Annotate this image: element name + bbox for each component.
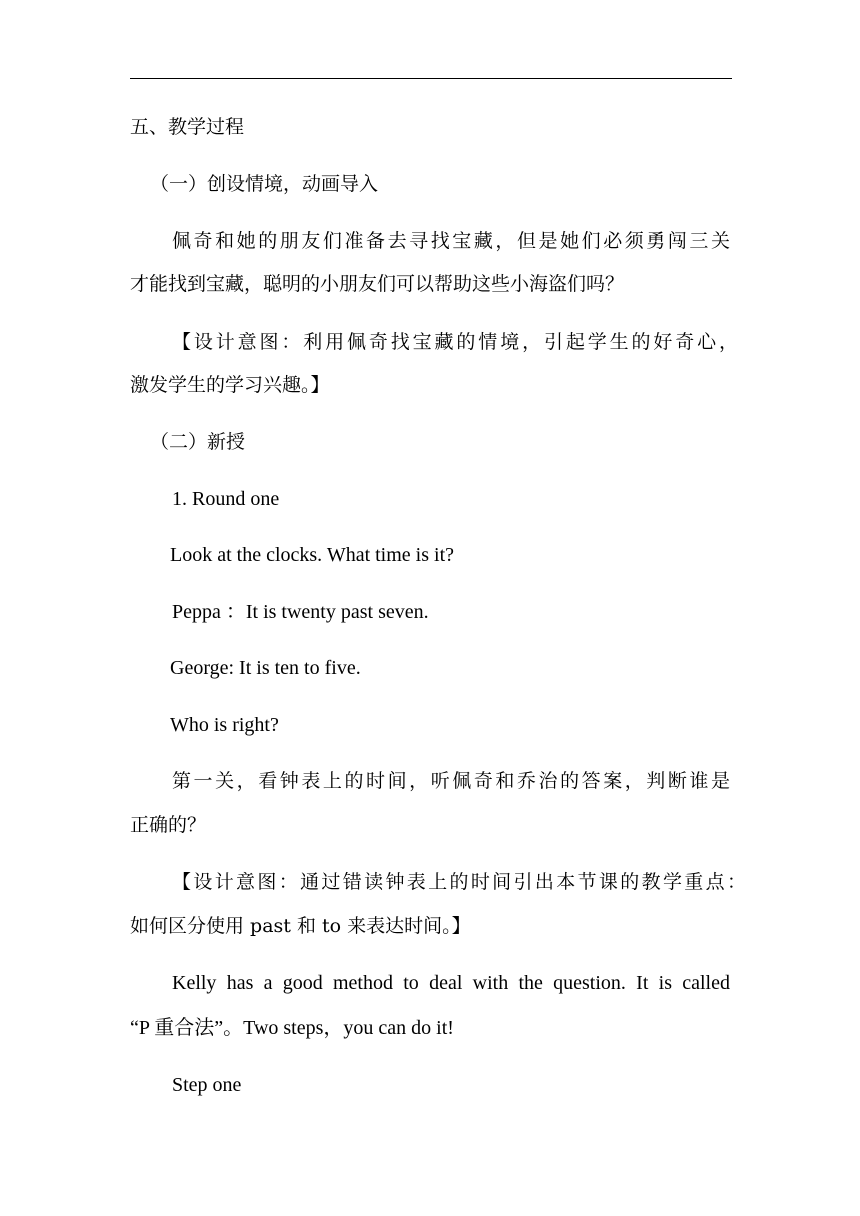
step-one-label: Step one (172, 1074, 242, 1096)
intro-paragraph-line-1: 佩奇和她的朋友们准备去寻找宝藏，但是她们必须勇闯三关 (172, 230, 730, 252)
peppa-line: Peppa ：It is twenty past seven. (172, 601, 429, 623)
design-note-2-line-2: 如何区分使用 past 和 to 来表达时间。】 (130, 915, 471, 937)
kelly-method-line-1: Kelly has a good method to deal with the question. It is called (172, 972, 730, 994)
level-one-line-2: 正确的？ (130, 814, 207, 836)
question-line: Look at the clocks. What time is it? (170, 544, 455, 566)
header-rule (130, 78, 732, 79)
level-one-line-1: 第一关，看钟表上的时间，听佩奇和乔治的答案，判断谁是 (172, 770, 730, 792)
design-note-2-line-1: 【设计意图：通过错读钟表上的时间引出本节课的教学重点： (172, 871, 746, 893)
section-title: 五、教学过程 (130, 116, 245, 138)
design-note-1-line-2: 激发学生的学习兴趣。】 (130, 374, 330, 396)
kelly-method-line-2: “P 重合法”。Two steps，you can do it! (130, 1017, 454, 1039)
subsection-title-1: （一）创设情境，动画导入 (150, 173, 379, 195)
who-right-line: Who is right? (170, 714, 279, 736)
subsection-title-2: （二）新授 (150, 431, 246, 453)
intro-paragraph-line-2: 才能找到宝藏，聪明的小朋友们可以帮助这些小海盗们吗？ (130, 273, 625, 295)
design-note-1-line-1: 【设计意图：利用佩奇找宝藏的情境，引起学生的好奇心， (172, 331, 738, 353)
round-one-heading: 1. Round one (172, 488, 280, 510)
george-line: George: It is ten to five. (170, 657, 361, 679)
